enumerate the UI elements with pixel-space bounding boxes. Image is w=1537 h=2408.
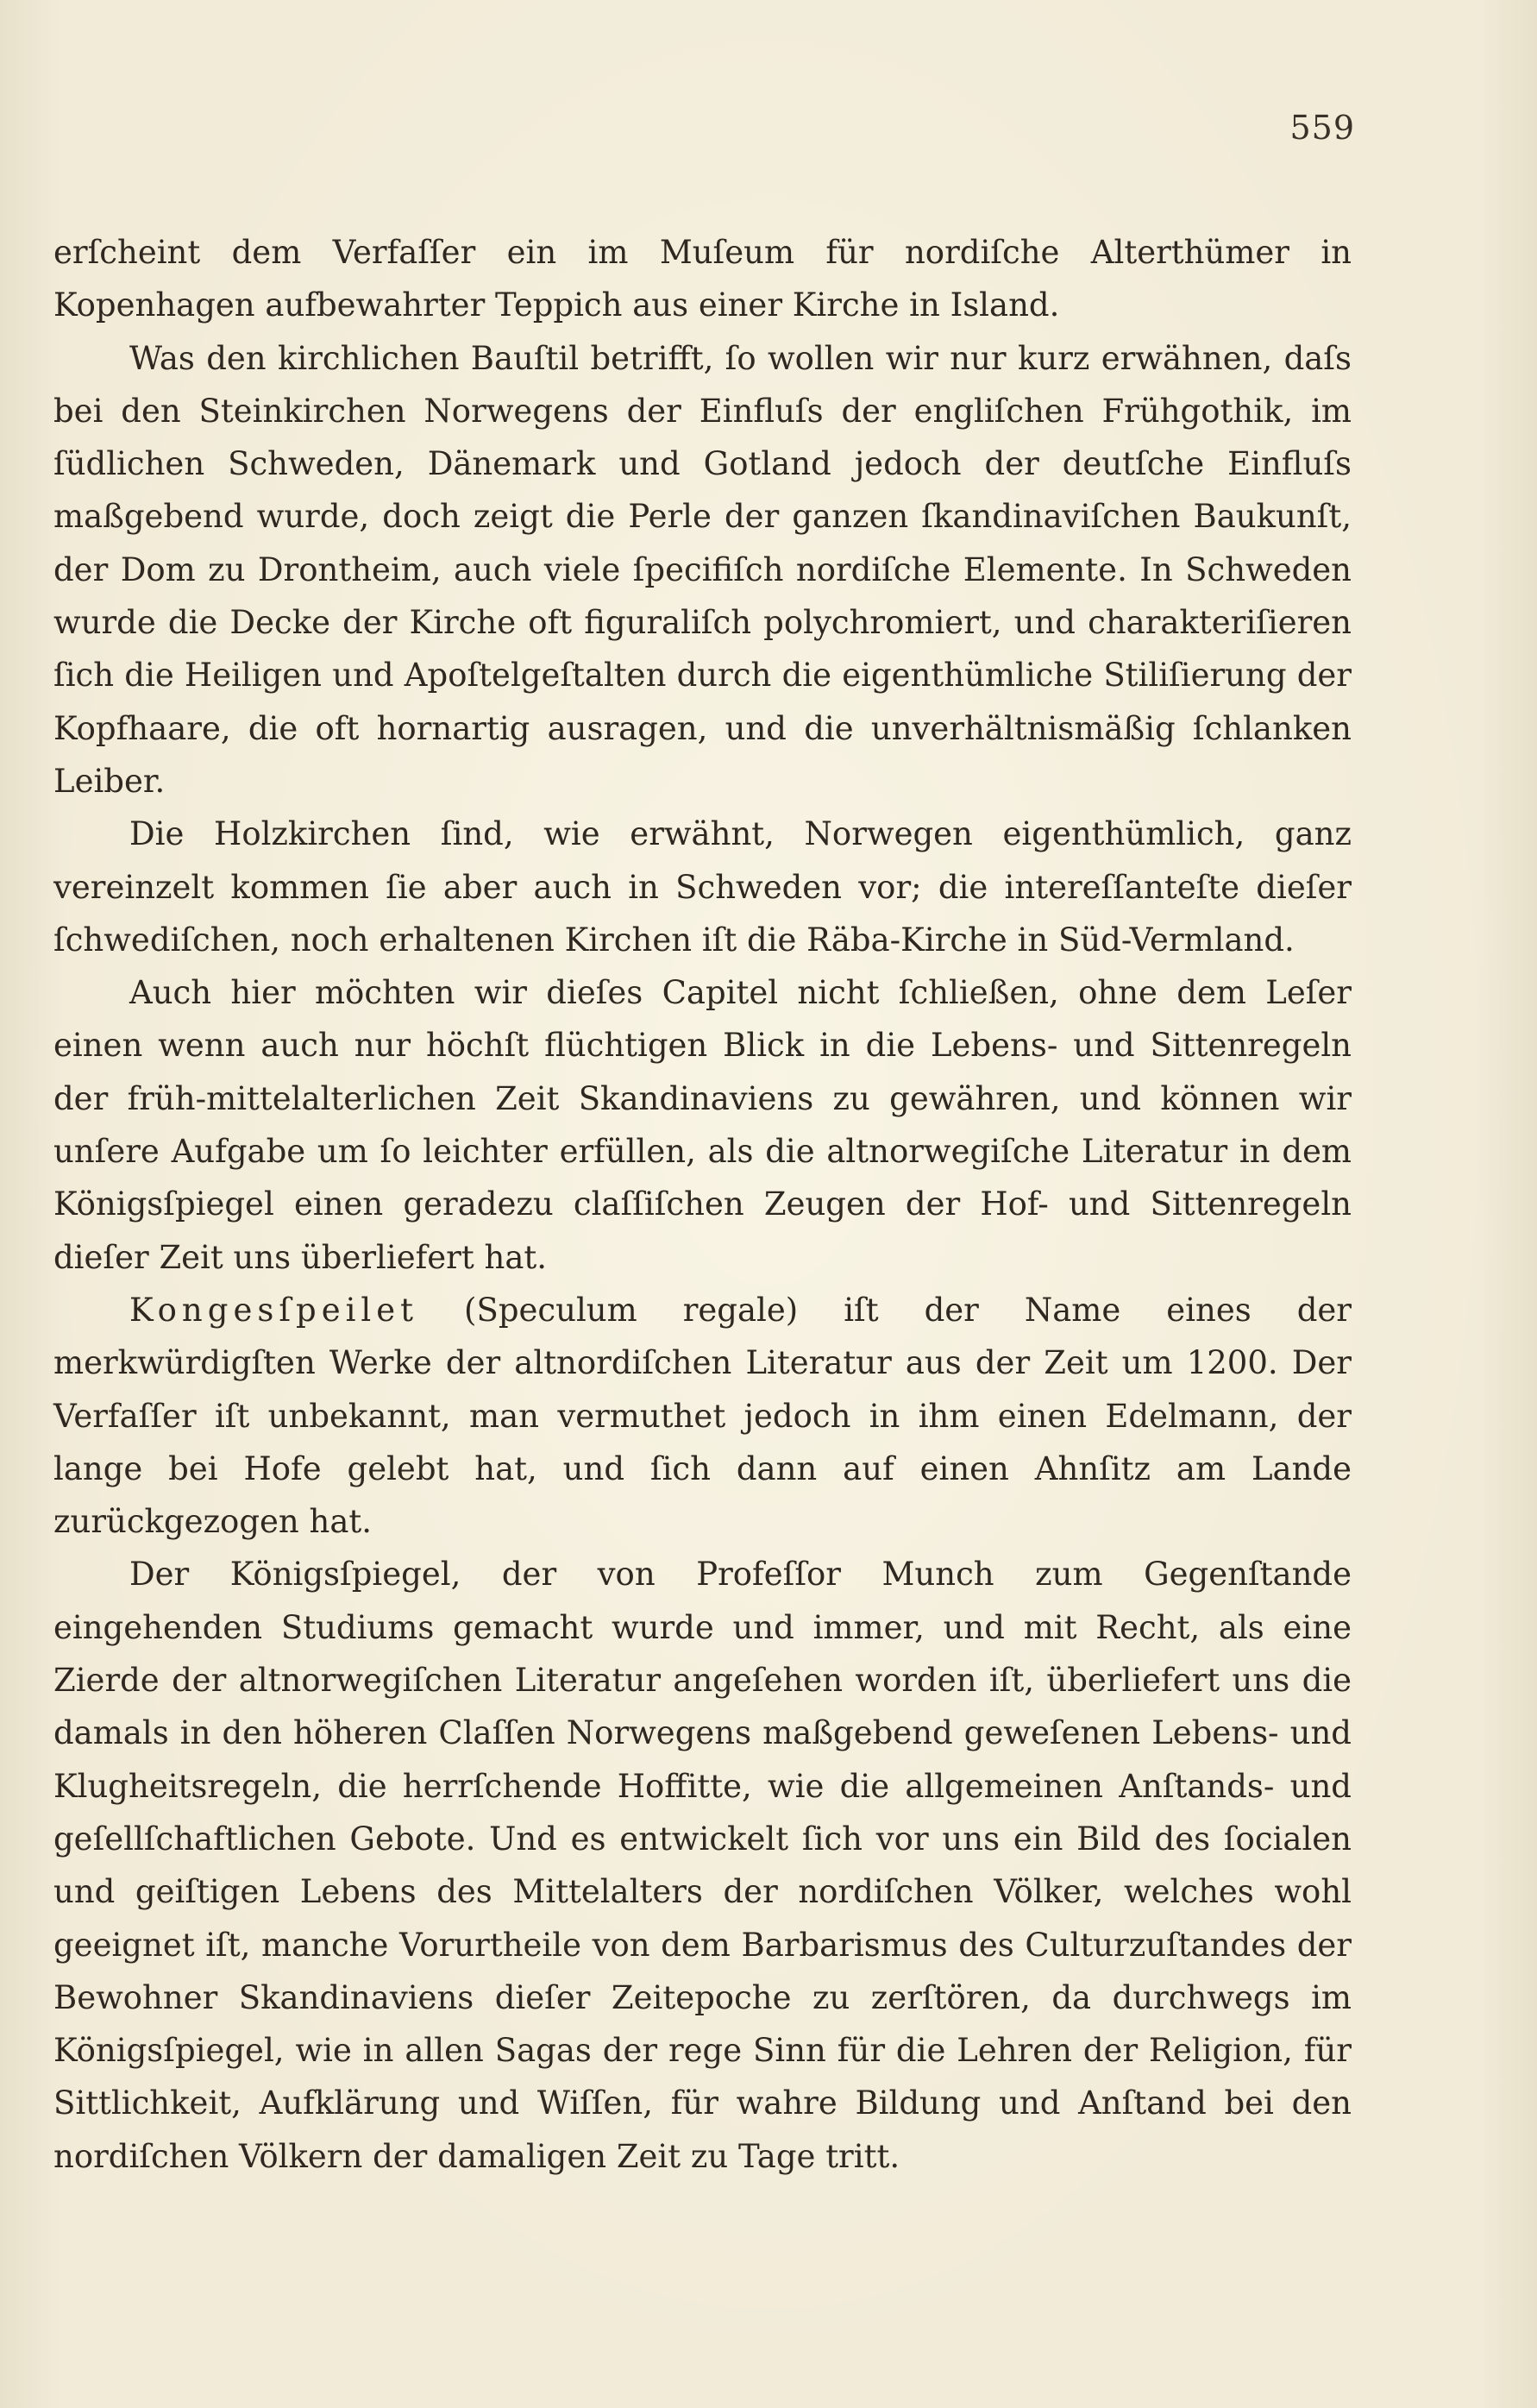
paragraph-6 <box>53 1548 1352 2183</box>
paragraph-text: Auch hier möchten wir dieſes Capitel nicht ſchließen, ohne dem Leſer einen wenn auch nur höchſt flüchtigen Blick in die Lebens- und Sittenregeln der früh-mittelalterlichen Zeit Skandinaviens zu gewähren, und können wir unſere Aufgabe um ſo leichter erfüllen, als die altnorwegiſche Literatur in dem Königsſpiegel einen geradezu claſſiſchen Zeugen der Hof- und Sittenregeln dieſer Zeit uns überliefert hat. <box>53 974 1352 1276</box>
paragraph-1 <box>53 226 1352 332</box>
paragraph-3 <box>53 808 1352 966</box>
paragraph-4 <box>53 966 1352 1284</box>
page-number: 559 <box>1289 109 1355 147</box>
paragraph-5 <box>53 1284 1352 1548</box>
spaced-title: Kongesſpeilet <box>129 1291 419 1329</box>
paragraph-text: erſcheint dem Verfaſſer ein im Muſeum für nordiſche Alterthümer in Kopenhagen aufbewahrter Teppich aus einer Kirche in Island. <box>53 234 1352 324</box>
body-text <box>53 226 1352 2183</box>
paragraph-text: Was den kirchlichen Bauſtil betrifft, ſo wollen wir nur kurz erwähnen, daſs bei den Steinkirchen Norwegens der Einfluſs der engliſchen Frühgothik, im ſüdlichen Schweden, Dänemark und Gotland jedoch der deutſche Einfluſs maßgebend wurde, doch zeigt die Perle der ganzen ſkandinaviſchen Baukunſt, der Dom zu Drontheim, auch viele ſpecifiſch nordiſche Elemente. In Schweden wurde die Decke der Kirche oft figuraliſch polychromiert, und charakteriſieren ſich die Heiligen und Apoſtelgeſtalten durch die eigenthümliche Stiliſierung der Kopfhaare, die oft hornartig ausragen, und die unverhältnismäßig ſchlanken Leiber. <box>53 339 1352 800</box>
paragraph-text: Der Königsſpiegel, der von Profeſſor Munch zum Gegenſtande eingehenden Studiums gemacht wurde und immer, und mit Recht, als eine Zierde der altnorwegiſchen Literatur angeſehen worden iſt, überliefert uns die damals in den höheren Claſſen Norwegens maßgebend geweſenen Lebens- und Klugheitsregeln, die herrſchende Hoffitte, wie die allgemeinen Anſtands- und geſellſchaftlichen Gebote. Und es entwickelt ſich vor uns ein Bild des ſocialen und geiſtigen Lebens des Mittelalters der nordiſchen Völker, welches wohl geeignet iſt, manche Vorurtheile von dem Barbarismus des Culturzuſtandes der Bewohner Skandinaviens dieſer Zeitepoche zu zerſtören, da durchwegs im Königsſpiegel, wie in allen Sagas der rege Sinn für die Lehren der Religion, für Sittlichkeit, Aufklärung und Wiſſen, für wahre Bildung und Anſtand bei den nordiſchen Völkern der damaligen Zeit zu Tage tritt. <box>53 1556 1352 2175</box>
paragraph-2 <box>53 332 1352 808</box>
paragraph-text: (Speculum regale) iſt der Name eines der merkwürdigſten Werke der altnordiſchen Literatur aus der Zeit um 1200. Der Verfaſſer iſt unbekannt, man vermuthet jedoch in ihm einen Edelmann, der lange bei Hofe gelebt hat, und ſich dann auf einen Ahnſitz am Lande zurückgezogen hat. <box>53 1291 1352 1541</box>
paragraph-text: Die Holzkirchen ſind, wie erwähnt, Norwegen eigenthümlich, ganz vereinzelt kommen ſie aber auch in Schweden vor; die intereſſanteſte dieſer ſchwediſchen, noch erhaltenen Kirchen iſt die Räba-Kirche in Süd-Vermland. <box>53 815 1352 959</box>
